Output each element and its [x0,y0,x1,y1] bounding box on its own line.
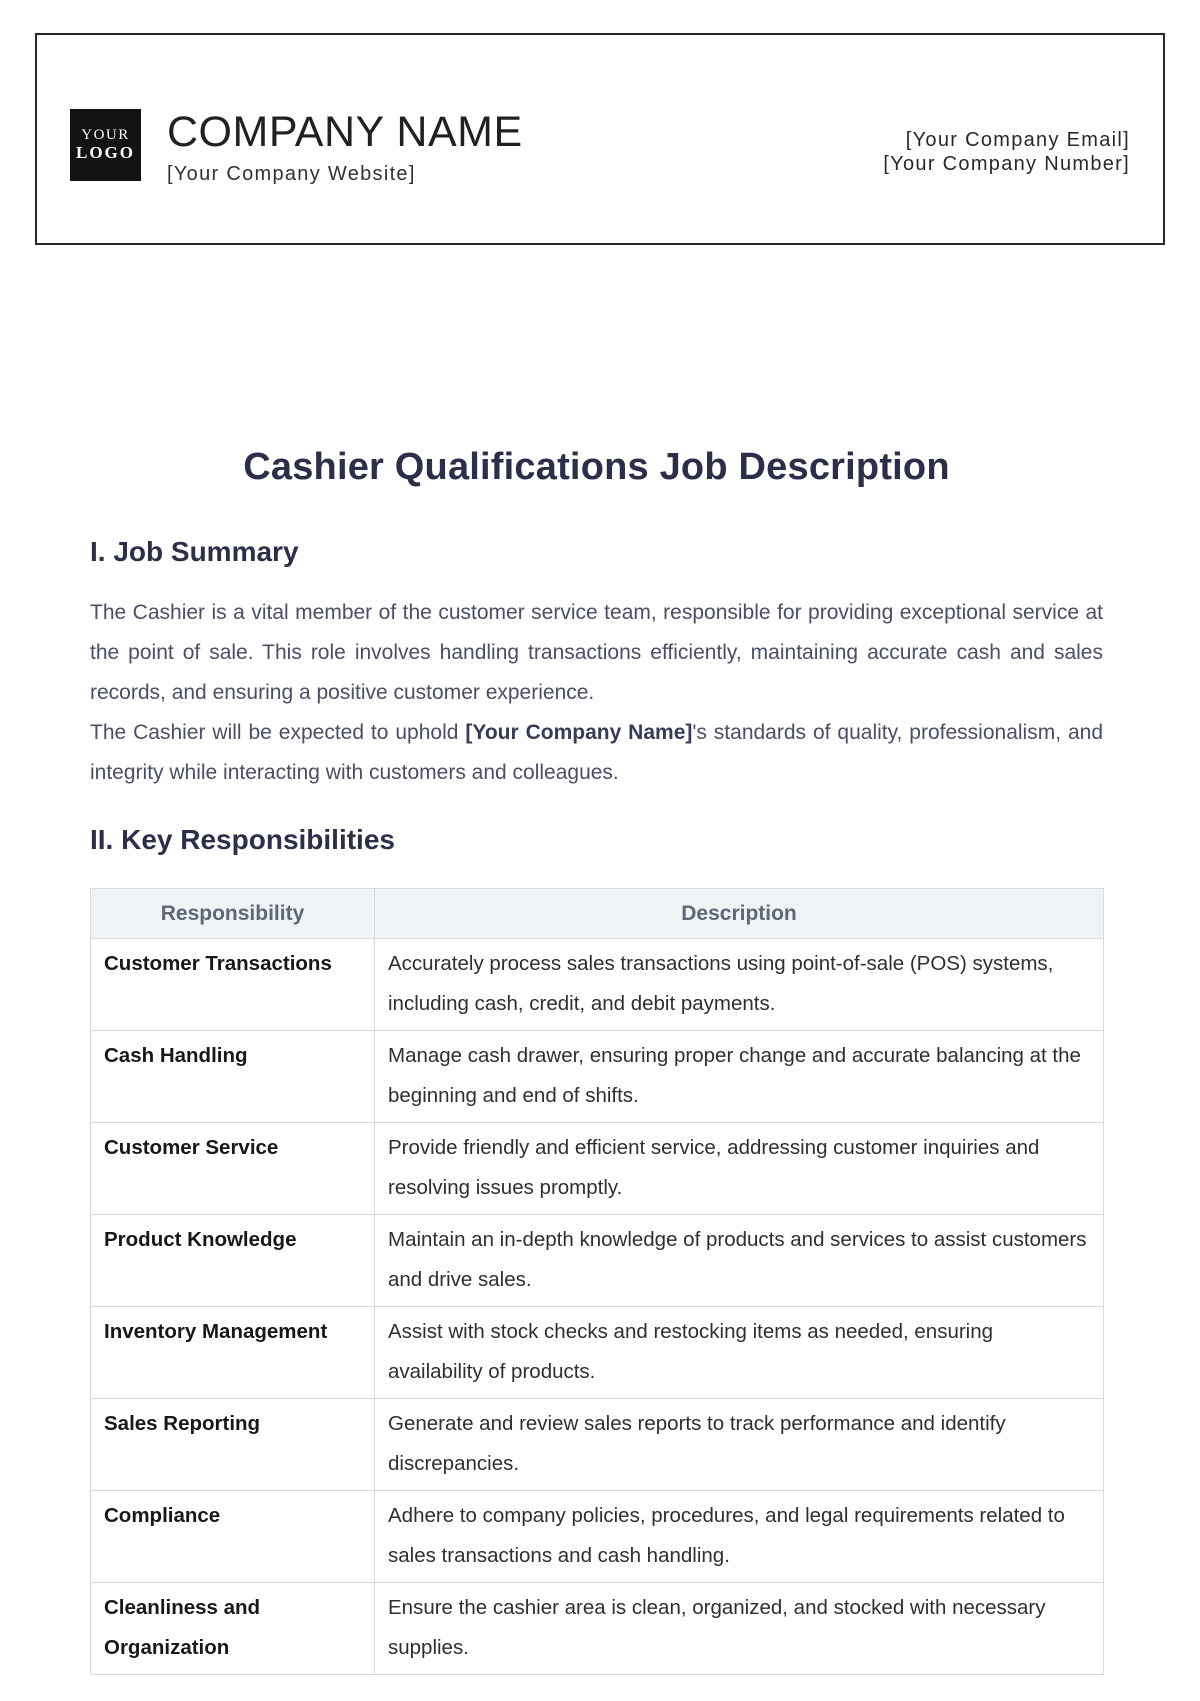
table-row [91,1031,1104,1123]
responsibility-cell: Compliance [91,1491,375,1583]
logo-text-logo: LOGO [75,142,135,162]
table-row [91,1399,1104,1491]
letterhead-content [37,35,1163,186]
description-cell: Maintain an in-depth knowledge of products and services to assist customers and drive sales. [375,1215,1104,1307]
description-cell: Adhere to company policies, procedures, and legal requirements related to sales transactions and cash handling. [375,1491,1104,1583]
company-email: [Your Company Email] [905,129,1130,151]
responsibility-cell: Cash Handling [91,1031,375,1123]
company-contact [883,129,1130,176]
column-header-description: Description [375,889,1104,939]
logo-text-your: YOUR [81,126,130,143]
responsibility-cell: Inventory Management [91,1307,375,1399]
page-title: Cashier Qualifications Job Description [243,446,950,488]
table-row [91,1215,1104,1307]
description-cell: Generate and review sales reports to track performance and identify discrepancies. [375,1399,1104,1491]
description-cell: Ensure the cashier area is clean, organized, and stocked with necessary supplies. [375,1583,1104,1675]
company-number: [Your Company Number] [883,152,1130,175]
letterhead [35,33,1165,245]
paragraph2-pre: The Cashier will be expected to uphold [90,721,466,744]
column-header-responsibility: Responsibility [91,889,375,939]
responsibilities-table [90,888,1104,1675]
job-summary-paragraph-1: The Cashier is a vital member of the customer service team, responsible for providing exceptional service at the point of sale. This role involves handling transactions efficiently, maintaining accurate cash and sales records, and ensuring a positive customer experience. [90,601,1103,704]
description-cell: Accurately process sales transactions using point-of-sale (POS) systems, including cash, credit, and debit payments. [375,939,1104,1031]
responsibility-cell: Customer Service [91,1123,375,1215]
section-heading-job-summary: I. Job Summary [90,536,299,567]
company-name-placeholder: [Your Company Name] [465,721,693,744]
description-cell: Manage cash drawer, ensuring proper change and accurate balancing at the beginning and end of shifts. [375,1031,1104,1123]
responsibility-cell: Sales Reporting [91,1399,375,1491]
table-row [91,1583,1104,1675]
company-name: COMPANY NAME [167,108,523,156]
job-summary-paragraph-2 [90,713,1103,793]
table-header-row [91,889,1104,939]
responsibility-cell: Product Knowledge [91,1215,375,1307]
description-cell: Provide friendly and efficient service, addressing customer inquiries and resolving issues promptly. [375,1123,1104,1215]
company-logo [70,109,141,181]
table-row [91,1307,1104,1399]
job-summary-text [90,593,1103,793]
company-identity [167,108,523,186]
section-heading-key-responsibilities: II. Key Responsibilities [90,824,395,855]
description-cell: Assist with stock checks and restocking items as needed, ensuring availability of products. [375,1307,1104,1399]
company-website: [Your Company Website] [167,163,416,185]
responsibility-cell: Customer Transactions [91,939,375,1031]
table-row [91,1123,1104,1215]
table-row [91,939,1104,1031]
responsibility-cell: Cleanliness and Organization [91,1583,375,1675]
table-row [91,1491,1104,1583]
paragraph2-post: 's standards of quality, professionalism, and integrity while interacting with customers and colleagues. [90,721,1104,784]
